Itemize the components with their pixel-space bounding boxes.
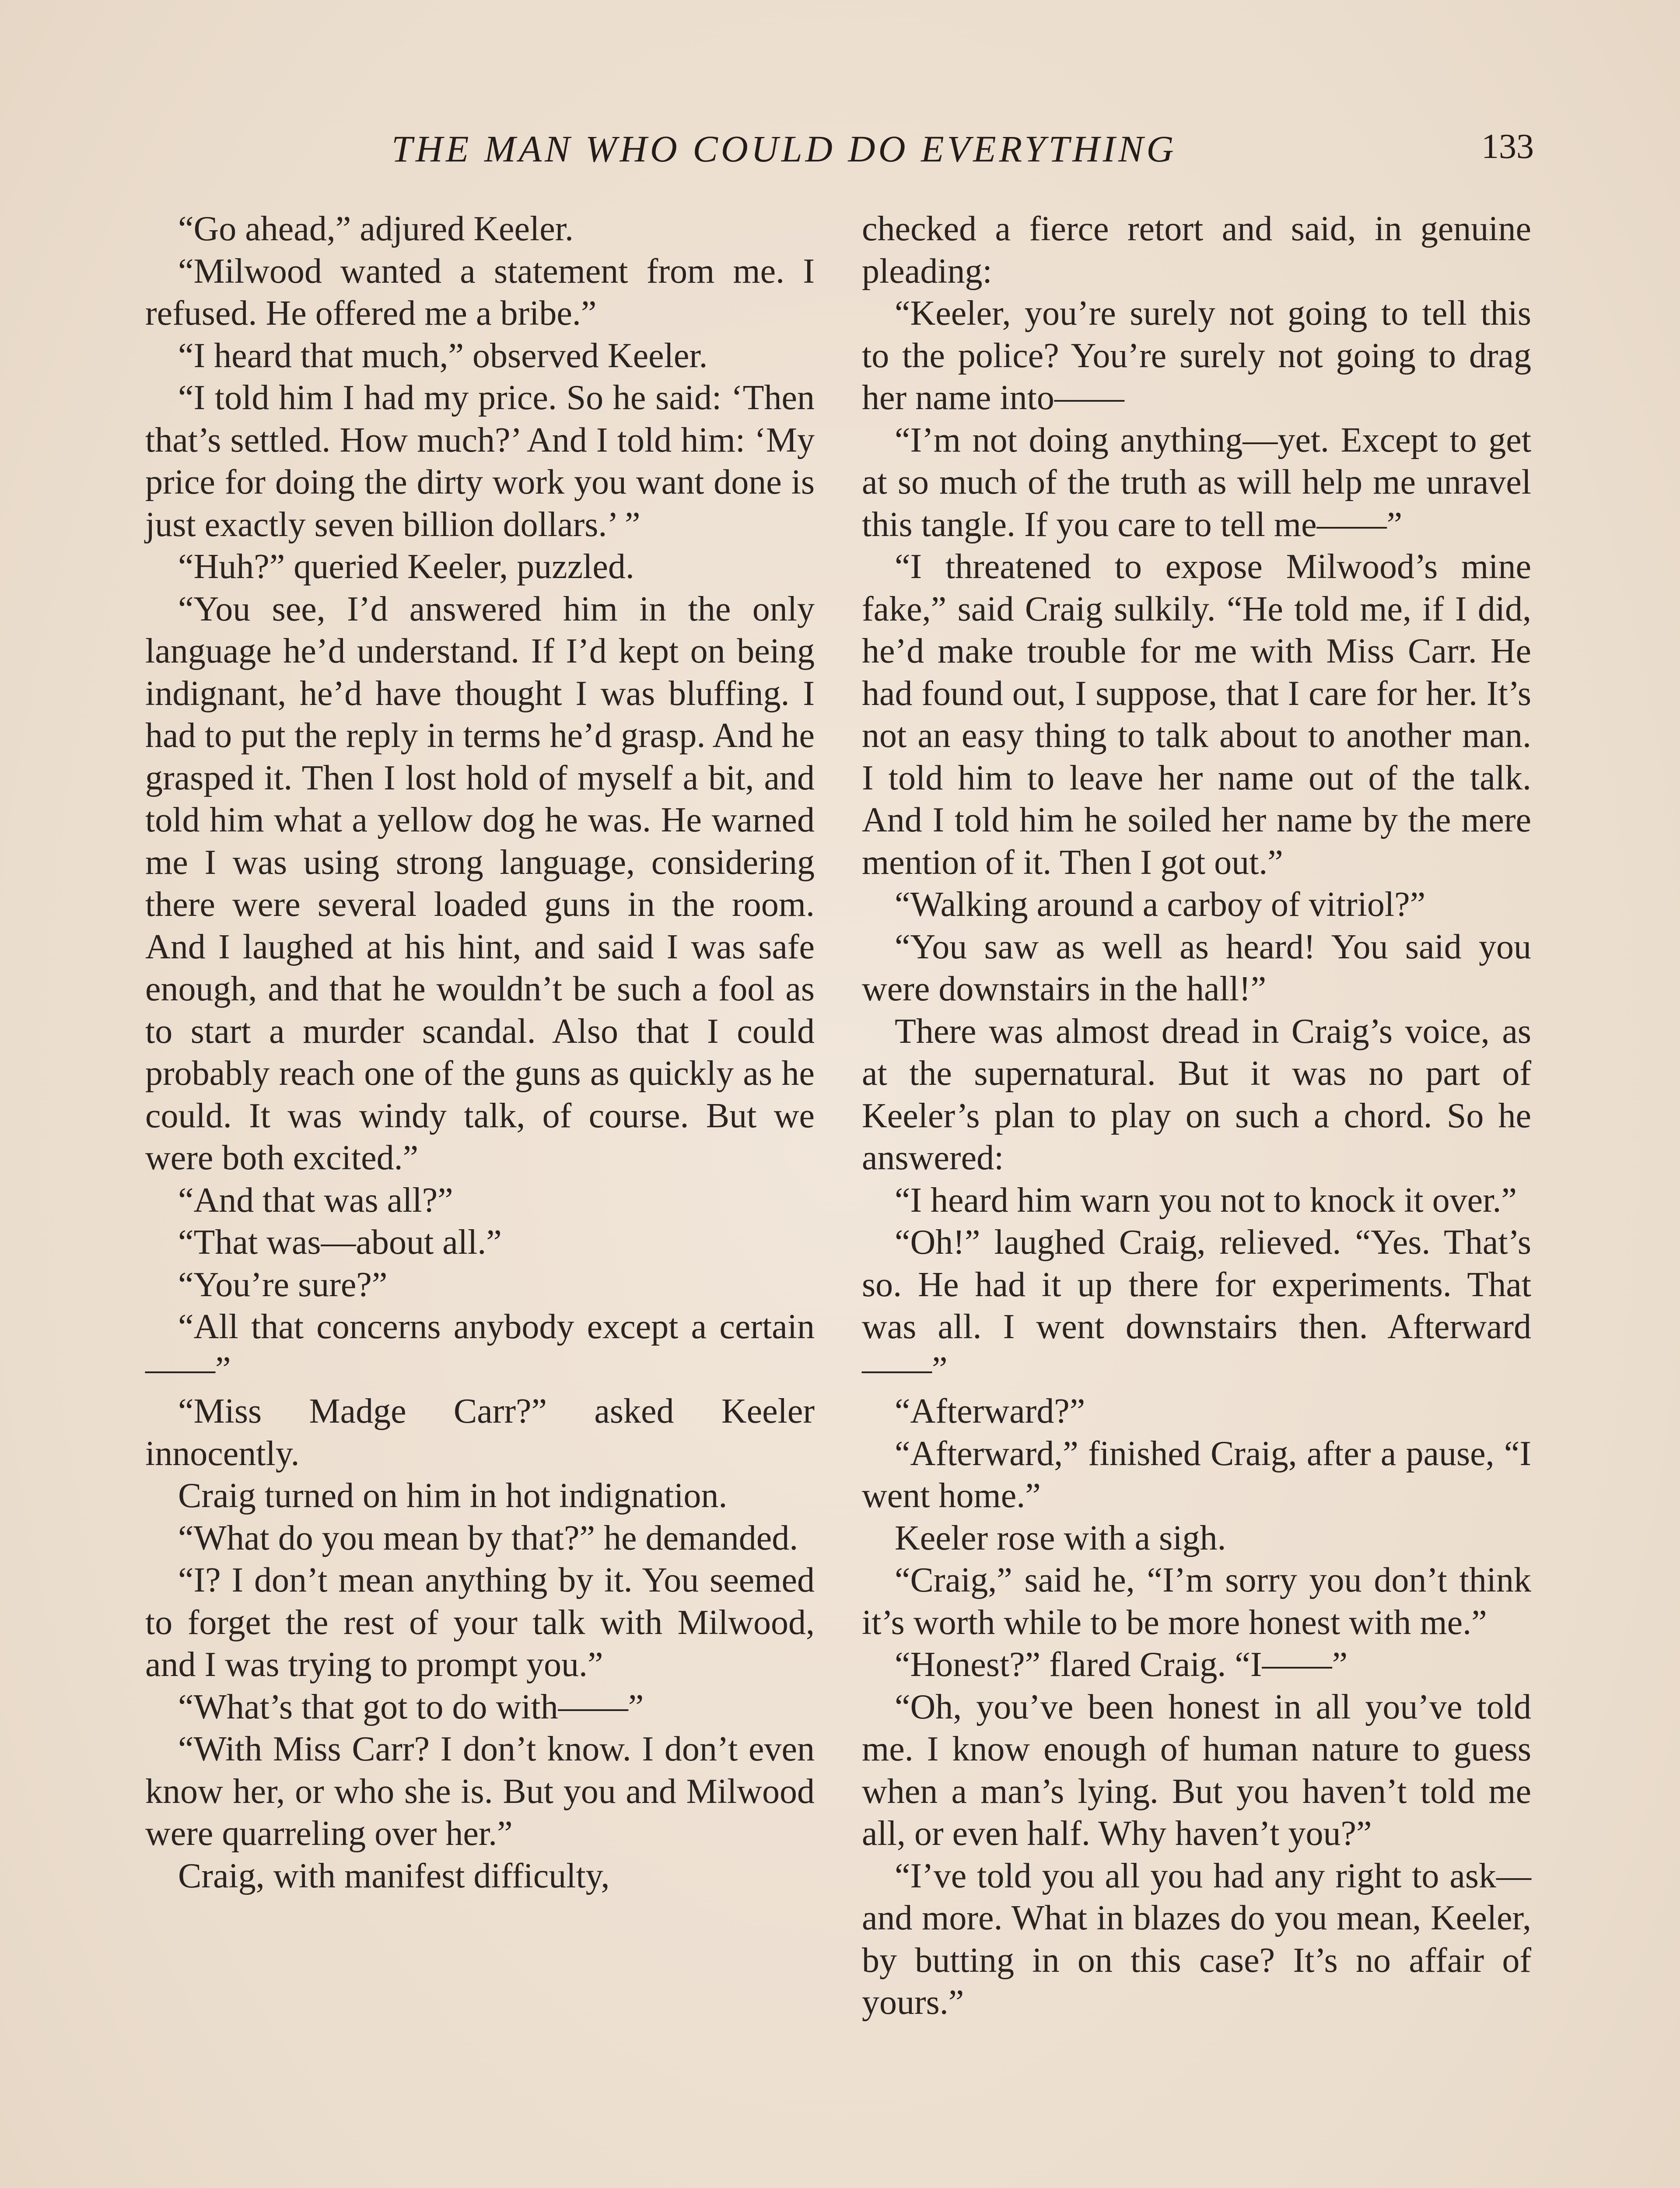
paragraph: “I heard him warn you not to knock it over.” xyxy=(895,1181,1517,1220)
right-column xyxy=(862,208,1531,2024)
paragraph: “What do you mean by that?” he demanded. xyxy=(178,1518,798,1557)
paragraph: “That was—about all.” xyxy=(178,1223,502,1262)
paragraph: Keeler rose with a sigh. xyxy=(895,1518,1226,1557)
paragraph: “Honest?” flared Craig. “I——” xyxy=(895,1645,1348,1684)
paragraph: “I heard that much,” observed Keeler. xyxy=(178,336,708,375)
paragraph-continued: checked a fierce retort and said, in genuine pleading: xyxy=(862,210,1531,291)
paragraph: “I’ve told you all you had any right to ask—and more. What in blazes do you mean, Keeler, by butting in on this case? It’s no affair of yours.” xyxy=(862,1856,1531,2022)
paragraph: “And that was all?” xyxy=(178,1181,453,1220)
paragraph: “I? I don’t mean anything by it. You seemed to forget the rest of your talk with Milwood, and I was trying to prompt you.” xyxy=(145,1561,815,1684)
running-title: THE MAN WHO COULD DO EVERYTHING xyxy=(392,128,1177,170)
paragraph: Craig, with manifest difficulty, xyxy=(178,1856,610,1895)
paragraph: “I threatened to expose Milwood’s mine fake,” said Craig sulkily. “He told me, if I did, he’d make trouble for me with Miss Carr. He had found out, I suppose, that I care for her. It’s not an easy thing to talk about to another man. I told him to leave her name out of the talk. And I told him he soiled her name by the mere mention of it. Then I got out.” xyxy=(862,547,1531,882)
paragraph: “Oh!” laughed Craig, relieved. “Yes. That’s so. He had it up there for experiments. That was all. I went downstairs then. Afterward——” xyxy=(862,1223,1531,1389)
paragraph: “Huh?” queried Keeler, puzzled. xyxy=(178,547,634,586)
paragraph: “You saw as well as heard! You said you were downstairs in the hall!” xyxy=(862,927,1531,1008)
paragraph: “What’s that got to do with——” xyxy=(178,1687,644,1726)
paragraph: “Walking around a carboy of vitriol?” xyxy=(895,885,1426,924)
paragraph: “With Miss Carr? I don’t know. I don’t even know her, or who she is. But you and Milwood were quarreling over her.” xyxy=(145,1730,815,1853)
paragraph: “Afterward,” finished Craig, after a pause, “I went home.” xyxy=(862,1434,1531,1515)
paragraph: “All that concerns anybody except a certain——” xyxy=(145,1308,815,1389)
page-number: 133 xyxy=(1481,127,1534,166)
paragraph: “Oh, you’ve been honest in all you’ve told me. I know enough of human nature to guess when a man’s lying. But you haven’t told me all, or even half. Why haven’t you?” xyxy=(862,1687,1531,1853)
paragraph: “I told him I had my price. So he said: ‘Then that’s settled. How much?’ And I told him: ‘My price for doing the dirty work you want done is just exactly seven billion dollars.’ ” xyxy=(145,379,815,544)
paragraph: “Craig,” said he, “I’m sorry you don’t think it’s worth while to be more honest with me.” xyxy=(862,1561,1531,1642)
paragraph: “Go ahead,” adjured Keeler. xyxy=(178,210,574,248)
paragraph: “Milwood wanted a statement from me. I refused. He offered me a bribe.” xyxy=(145,252,815,333)
paragraph: “Miss Madge Carr?” asked Keeler innocently. xyxy=(145,1392,815,1473)
paragraph: Craig turned on him in hot indignation. xyxy=(178,1476,728,1515)
page-header xyxy=(0,127,1680,179)
paragraph: “Afterward?” xyxy=(895,1392,1085,1431)
paragraph: There was almost dread in Craig’s voice, as at the supernatural. But it was no part of Keeler’s plan to play on such a chord. So he answered: xyxy=(862,1012,1531,1177)
paragraph: “You see, I’d answered him in the only language he’d understand. If I’d kept on being indignant, he’d have thought I was bluffing. I had to put the reply in terms he’d grasp. And he grasped it. Then I lost hold of myself a bit, and told him what a yellow dog he was. He warned me I was using strong language, considering there were several loaded guns in the room. And I laughed at his hint, and said I was safe enough, and that he wouldn’t be such a fool as to start a murder scandal. Also that I could probably reach one of the guns as quickly as he could. It was windy talk, of course. But we were both excited.” xyxy=(145,589,815,1177)
paragraph: “I’m not doing anything—yet. Except to get at so much of the truth as will help me unravel this tangle. If you care to tell me——” xyxy=(862,421,1531,544)
paragraph: “Keeler, you’re surely not going to tell this to the police? You’re surely not going to drag her name into—— xyxy=(862,294,1531,417)
left-column xyxy=(145,208,815,1897)
paragraph: “You’re sure?” xyxy=(178,1265,388,1304)
